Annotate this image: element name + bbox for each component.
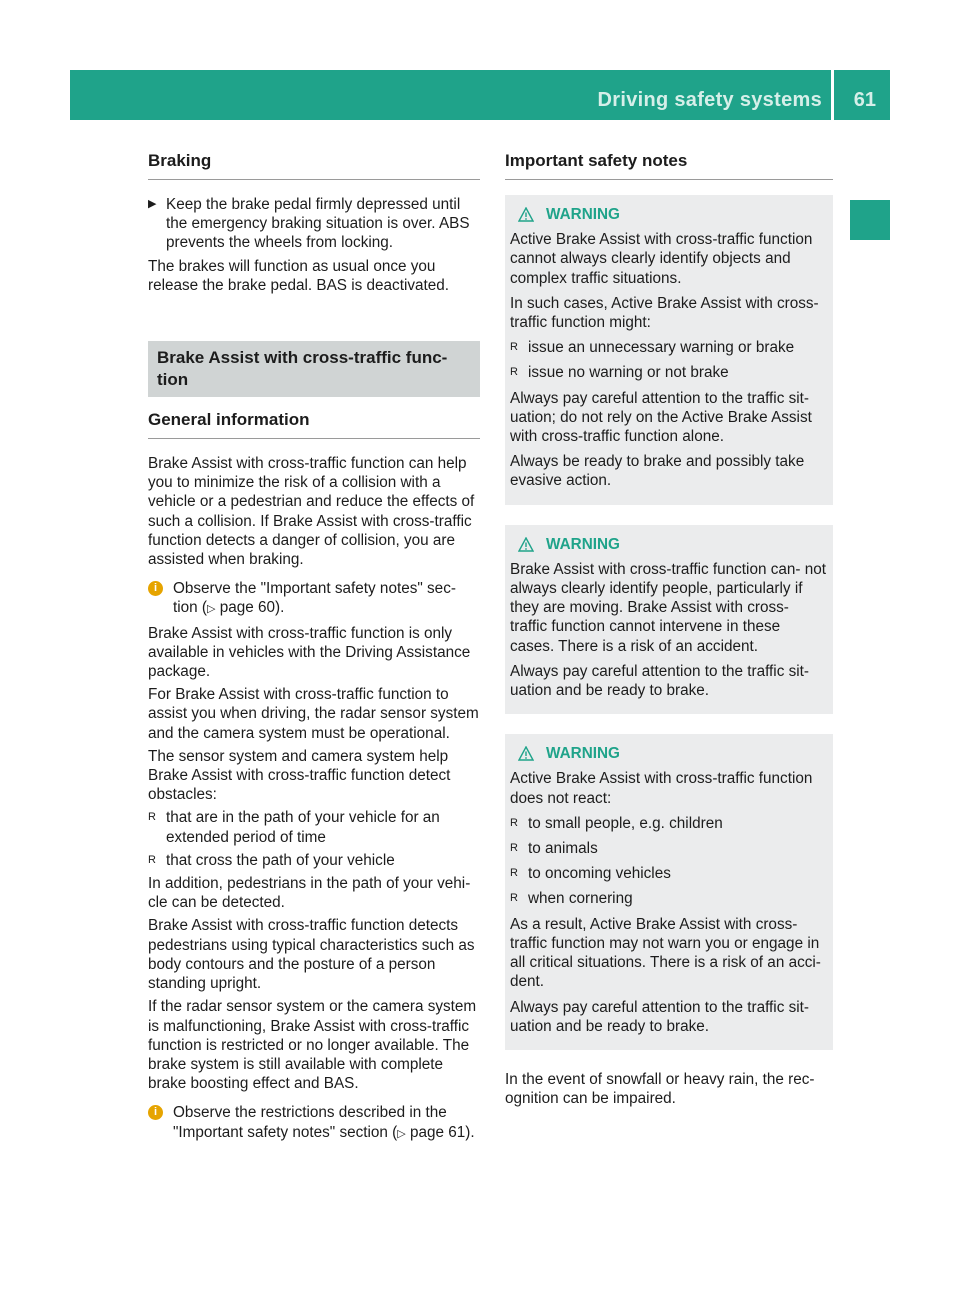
warning-title: WARNING bbox=[510, 744, 827, 763]
list-item: R to small people, e.g. children bbox=[510, 814, 723, 832]
section-heading: Brake Assist with cross-traffic func- tion bbox=[148, 341, 480, 397]
list-item: R issue an unnecessary warning or brake bbox=[510, 339, 795, 357]
info-icon: i bbox=[148, 581, 163, 596]
side-tab-label: Safety bbox=[858, 273, 881, 335]
bullet-icon: R bbox=[510, 892, 518, 905]
page-ref-arrow-icon: ▷ bbox=[207, 603, 216, 616]
warning-box: WARNING Active Brake Assist with cross-traffic function cannot always clearly identify objects and complex traffic situations. In such cases, Active Brake Assist with cross- traffic function might: R issue an unnecessary warning or brake R issue no warning or not brake Always pay careful attention to the traffic sit- uation; do not rely on the Active Brake Assist with cross-traffic function alone. Always be ready to brake and possibly take evasive action. bbox=[505, 195, 833, 505]
header-title: Driving safety systems bbox=[597, 89, 822, 111]
list-item: R that are in the path of your vehicle for an extended period of time bbox=[148, 809, 440, 846]
header-divider bbox=[831, 70, 834, 120]
list-item: R to oncoming vehicles bbox=[510, 865, 671, 883]
left-column bbox=[148, 150, 480, 1148]
bullet-icon: R bbox=[510, 816, 518, 829]
warning-triangle-icon bbox=[518, 537, 534, 552]
braking-step bbox=[148, 195, 480, 253]
info-icon: i bbox=[148, 1105, 163, 1120]
page-ref-link[interactable]: page 60). bbox=[215, 599, 285, 617]
right-column bbox=[505, 150, 833, 1112]
paragraph: If the radar sensor system or the camera system is malfunctioning, Brake Assist with cross-traffic function is restricted or no longer available. The brake system is still available with complete brake boosting effect and BAS. bbox=[148, 998, 477, 1093]
warning-box: WARNING Active Brake Assist with cross-traffic function does not react: R to small people, e.g. children R to animals R to oncoming vehicles R when cornering As a result, Active Brake Assist with cross- traffic function may not warn you or engage in all critical situations. There is a risk of an acci- dent. Always pay careful attention to the traffic sit- uation and be ready to brake. bbox=[505, 734, 833, 1050]
safety-notes-heading: Important safety notes bbox=[505, 150, 833, 180]
braking-heading: Braking bbox=[148, 150, 480, 180]
warning-triangle-icon bbox=[518, 746, 534, 761]
list-item: R that cross the path of your vehicle bbox=[148, 851, 395, 869]
info-text: Observe the restrictions described in the "Important safety notes" section (▷ page 61). bbox=[173, 1104, 475, 1141]
step-arrow-icon: ▶ bbox=[148, 198, 157, 210]
bullet-icon: R bbox=[510, 341, 518, 354]
warning-title: WARNING bbox=[510, 205, 827, 224]
paragraph: For Brake Assist with cross-traffic function to assist you when driving, the radar sensor system and the camera system must be operational. bbox=[148, 686, 479, 742]
bullet-icon: R bbox=[148, 853, 156, 866]
paragraph: Brake Assist with cross-traffic function is only available in vehicles with the Driving Assistance package. bbox=[148, 624, 471, 681]
closing-text: In the event of snowfall or heavy rain, the rec- ognition can be impaired. bbox=[505, 1070, 815, 1108]
page-ref-arrow-icon: ▷ bbox=[397, 1127, 406, 1140]
info-note bbox=[148, 1103, 480, 1143]
list-item: R issue no warning or not brake bbox=[510, 364, 729, 382]
bullet-icon: R bbox=[148, 811, 156, 824]
braking-step-text: Keep the brake pedal firmly depressed until the emergency braking situation is over. ABS prevents the wheels from locking. bbox=[166, 196, 470, 252]
bullet-icon: R bbox=[510, 867, 518, 880]
braking-text: The brakes will function as usual once you release the brake pedal. BAS is deactivated. bbox=[148, 257, 450, 294]
paragraph: Brake Assist with cross-traffic function can help you to minimize the risk of a collision with a vehicle or a pedestrian and reduce the effects of such a collision. If Brake Assist with cross-traffic function detects a danger of collision, you are assisted when braking. bbox=[148, 455, 475, 569]
list-item: R to animals bbox=[510, 840, 598, 858]
general-heading: General information bbox=[148, 409, 480, 439]
side-tab-marker bbox=[850, 200, 890, 240]
warning-title: WARNING bbox=[510, 535, 827, 554]
info-text: Observe the "Important safety notes" sec- tion (▷ page 60). bbox=[173, 580, 456, 617]
bullet-icon: R bbox=[510, 842, 518, 855]
info-note bbox=[148, 579, 480, 619]
warning-triangle-icon bbox=[518, 207, 534, 222]
warning-box: WARNING Brake Assist with cross-traffic function can- not always clearly identify people, particularly if they are moving. Brake Assist with cross- traffic function cannot intervene in these cases. There is a risk of an accident. Always pay careful attention to the traffic sit- uation and be ready to brake. bbox=[505, 525, 833, 715]
paragraph: Brake Assist with cross-traffic function detects pedestrians using typical characteristics such as body contours and the posture of a person standing upright. bbox=[148, 917, 475, 993]
page-number: 61 bbox=[853, 89, 876, 111]
paragraph: In addition, pedestrians in the path of your vehi- cle can be detected. bbox=[148, 875, 471, 912]
page-ref-link[interactable]: page 61). bbox=[405, 1123, 475, 1141]
page-header bbox=[70, 70, 890, 120]
paragraph: The sensor system and camera system help Brake Assist with cross-traffic function detect obstacles: bbox=[148, 747, 451, 804]
list-item: R when cornering bbox=[510, 890, 633, 908]
bullet-icon: R bbox=[510, 366, 518, 379]
